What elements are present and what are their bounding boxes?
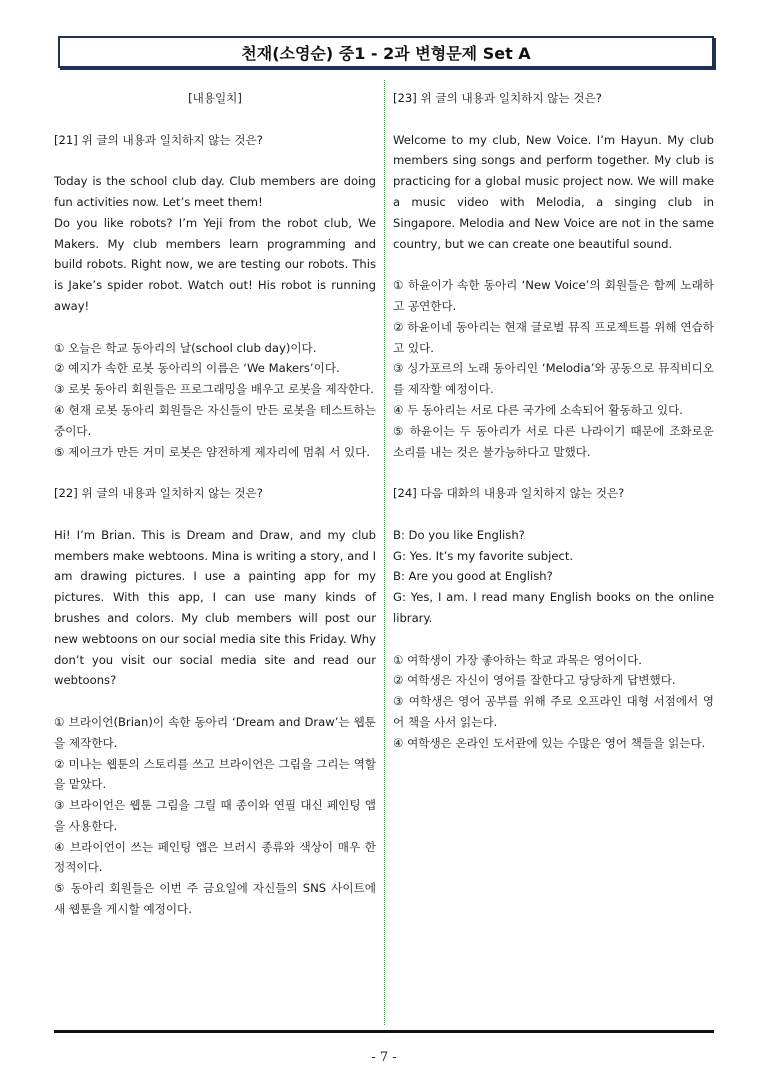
question-22-passage: Hi! I’m Brian. This is Dream and Draw, and my club members make webtoons. Mina is writing a story, and I am drawing pictures. I use a painting app for my pictures. With this app, I can use many kinds of brushes and colors. My club members will post our new webtoons on our social media site this Friday. Why don’t you visit our social media site and read our webtoons? <box>54 527 377 688</box>
footer-rule <box>54 1030 714 1033</box>
question-23-prompt: [23] 위 글의 내용과 일치하지 않는 것은? <box>393 91 602 105</box>
option: ② 하윤이네 동아리는 현재 글로벌 뮤직 프로젝트를 위해 연습하고 있다. <box>393 319 714 355</box>
question-24-dialogue <box>393 525 714 629</box>
option: ① 여학생이 가장 좋아하는 학교 과목은 영어이다. <box>393 652 642 667</box>
option: ④ 현재 로봇 동아리 회원들은 자신들이 만든 로봇을 테스트하는 중이다. <box>54 402 376 438</box>
question-23-options <box>393 275 714 462</box>
option: ⑤ 제이크가 만든 거미 로봇은 얌전하게 제자리에 멈춰 서 있다. <box>54 444 371 459</box>
passage-paragraph: Do you like robots? I’m Yeji from the robot club, We Makers. My club members learn programming and build robots. Right now, we are testing our robots. This is Jake’s spider robot. Watch out! His robot is running away! <box>54 215 376 313</box>
option: ③ 싱가포르의 노래 동아리인 ‘Melodia’와 공동으로 뮤직비디오를 제작할 예정이다. <box>393 361 714 397</box>
option: ③ 로봇 동아리 회원들은 프로그래밍을 배우고 로봇을 제작한다. <box>54 382 374 397</box>
left-column <box>54 88 376 920</box>
question-24-prompt: [24] 다음 대화의 내용과 일치하지 않는 것은? <box>393 486 625 501</box>
section-header: [내용일치] <box>188 91 242 105</box>
question-21-prompt: [21] 위 글의 내용과 일치하지 않는 것은? <box>54 132 263 147</box>
right-column <box>393 88 714 754</box>
question-21-options <box>54 338 376 463</box>
option: ⑤ 하윤이는 두 동아리가 서로 다른 나라이기 때문에 조화로운 소리를 내는 것은 불가능하다고 말했다. <box>393 423 714 459</box>
question-23-passage: Welcome to my club, New Voice. I’m Hayun. My club members sing songs and perform together. My club is practicing for a global music project now. We will make a music video with Melodia, a singing club in Singapore. Melodia and New Voice are not in the same country, but we can create one beautiful sound. <box>393 132 714 251</box>
dialogue-line: G: Yes, I am. I read many English books on the online library. <box>393 590 714 625</box>
option: ① 브라이언(Brian)이 속한 동아리 ‘Dream and Draw’는 웹툰을 제작한다. <box>54 714 376 750</box>
option: ① 하윤이가 속한 동아리 ‘New Voice’의 회원들은 함께 노래하고 공연한다. <box>393 278 714 313</box>
option: ⑤ 동아리 회원들은 이번 주 금요일에 자신들의 SNS 사이트에 새 웹툰을 게시할 예정이다. <box>54 881 376 917</box>
option: ① 오늘은 학교 동아리의 날(school club day)이다. <box>54 340 317 355</box>
option: ③ 여학생은 영어 공부를 위해 주로 오프라인 대형 서점에서 영어 책을 사서 읽는다. <box>393 694 714 729</box>
question-21-passage <box>54 171 376 317</box>
option: ④ 브라이언이 쓰는 페인팅 앱은 브러시 종류와 색상이 매우 한정적이다. <box>54 839 376 875</box>
option: ④ 두 동아리는 서로 다른 국가에 소속되어 활동하고 있다. <box>393 402 683 417</box>
passage-paragraph: Today is the school club day. Club members are doing fun activities now. Let’s meet them! <box>54 174 376 209</box>
option: ④ 여학생은 온라인 도서관에 있는 수많은 영어 책들을 읽는다. <box>393 735 706 750</box>
page-number: - 7 - <box>371 1050 397 1065</box>
question-24-options <box>393 650 714 754</box>
dialogue-line: B: Do you like English? <box>393 527 525 542</box>
option: ② 미나는 웹툰의 스토리를 쓰고 브라이언은 그림을 그리는 역할을 맡았다. <box>54 756 376 792</box>
dialogue-line: B: Are you good at English? <box>393 569 553 584</box>
dialogue-line: G: Yes. It’s my favorite subject. <box>393 548 574 563</box>
question-22-options <box>54 712 376 920</box>
question-22-prompt: [22] 위 글의 내용과 일치하지 않는 것은? <box>54 486 263 501</box>
option: ② 여학생은 자신이 영어를 잘한다고 당당하게 답변했다. <box>393 673 676 688</box>
page-title: 천재(소영순) 중1 - 2과 변형문제 Set A <box>58 36 714 68</box>
option: ② 예지가 속한 로봇 동아리의 이름은 ‘We Makers’이다. <box>54 361 340 376</box>
column-divider <box>384 80 385 1025</box>
passage-text <box>54 171 376 317</box>
option: ③ 브라이언은 웹툰 그림을 그릴 때 종이와 연필 대신 페인팅 앱을 사용한다. <box>54 798 376 833</box>
